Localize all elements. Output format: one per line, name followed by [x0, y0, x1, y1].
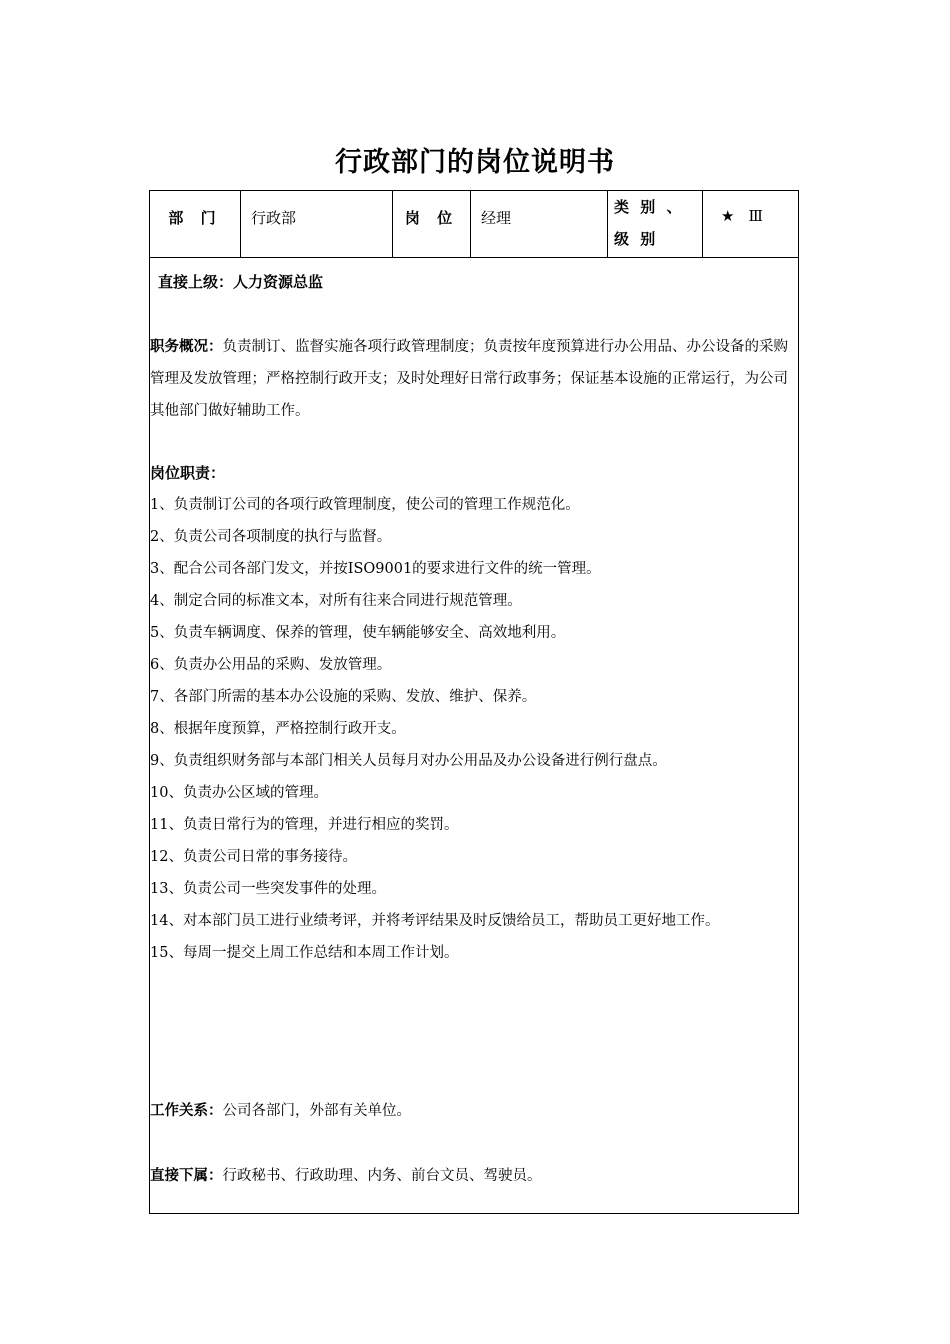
- dept-value: 行政部: [241, 191, 393, 257]
- list-item: 8、根据年度预算，严格控制行政开支。: [150, 721, 406, 737]
- duties-label: 岗位职责：: [150, 464, 226, 482]
- overview-section: [150, 331, 800, 427]
- list-item: 6、负责办公用品的采购、发放管理。: [150, 657, 392, 673]
- superior-section: [158, 271, 806, 292]
- superior-label: 直接上级：: [158, 273, 234, 291]
- subordinates-text: 行政秘书、行政助理、内务、前台文员、驾驶员。: [222, 1168, 542, 1184]
- list-item: 4、制定合同的标准文本，对所有往来合同进行规范管理。: [150, 593, 522, 609]
- subordinates-label: 直接下属：: [150, 1168, 223, 1184]
- list-item: 5、负责车辆调度、保养的管理，使车辆能够安全、高效地利用。: [150, 625, 566, 641]
- list-item: 3、配合公司各部门发文，并按ISO9001的要求进行文件的统一管理。: [150, 561, 601, 577]
- list-item: 14、对本部门员工进行业绩考评，并将考评结果及时反馈给员工，帮助员工更好地工作。: [150, 913, 720, 929]
- relations-text: 公司各部门，外部有关单位。: [222, 1103, 411, 1119]
- list-item: 7、各部门所需的基本办公设施的采购、发放、维护、保养。: [150, 689, 537, 705]
- superior-value: 人力资源总监: [233, 273, 324, 291]
- list-item: 10、负责办公区域的管理。: [150, 785, 328, 801]
- list-item: 2、负责公司各项制度的执行与监督。: [150, 529, 392, 545]
- relations-label: 工作关系：: [150, 1103, 223, 1119]
- position-label: 岗 位: [393, 191, 471, 257]
- page-title: 行政部门的岗位说明书: [335, 147, 615, 178]
- list-item: 12、负责公司日常的事务接待。: [150, 849, 357, 865]
- overview-text: 负责制订、监督实施各项行政管理制度；负责按年度预算进行办公用品、办公设备的采购管理及发放管理；严格控制行政开支；及时处理好日常行政事务；保证基本设施的正常运行，为公司其他部门做好辅助工作。: [150, 339, 788, 419]
- position-value: 经理: [471, 191, 608, 257]
- duties-list: [150, 489, 798, 969]
- list-item: 11、负责日常行为的管理，并进行相应的奖罚。: [150, 817, 459, 833]
- subordinates-section: [150, 1164, 798, 1185]
- header-row: [150, 191, 798, 258]
- relations-section: [150, 1099, 798, 1120]
- category-value: [703, 191, 798, 257]
- list-item: 15、每周一提交上周工作总结和本周工作计划。: [150, 945, 459, 961]
- list-item: 9、负责组织财务部与本部门相关人员每月对办公用品及办公设备进行例行盘点。: [150, 753, 667, 769]
- list-item: 13、负责公司一些突发事件的处理。: [150, 881, 386, 897]
- overview-label: 职务概况：: [150, 339, 223, 355]
- star-icon: ★: [721, 207, 735, 225]
- list-item: 1、负责制订公司的各项行政管理制度，使公司的管理工作规范化。: [150, 497, 580, 513]
- category-label: 类 别 、 级 别: [608, 191, 703, 257]
- job-description-table: [149, 190, 799, 1214]
- dept-label: 部 门: [150, 191, 241, 257]
- category-level: Ⅲ: [748, 207, 763, 225]
